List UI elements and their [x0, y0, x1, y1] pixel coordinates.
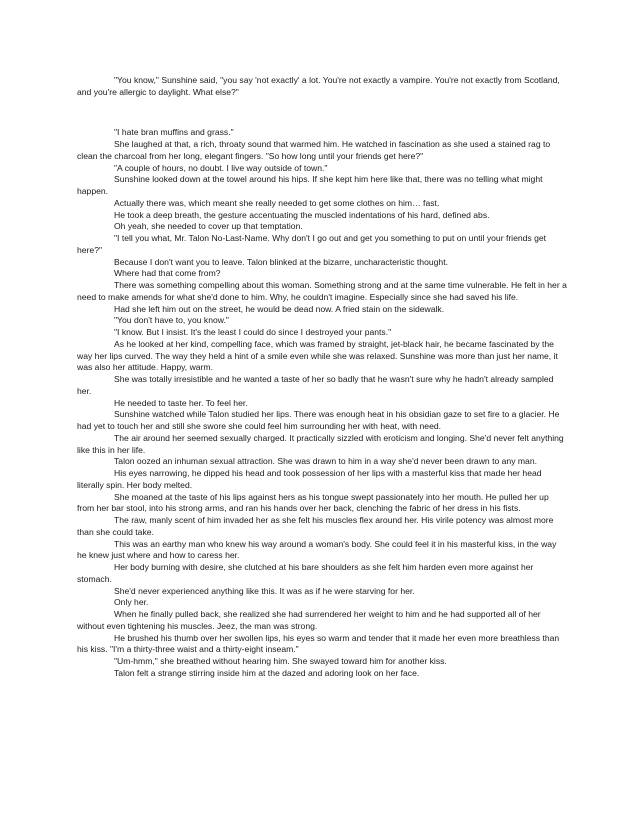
paragraph: He took a deep breath, the gesture accentuating the muscled indentations of his hard, defined abs. [114, 209, 490, 220]
paragraph: She moaned at the taste of his lips against hers as his tongue swept passionately into her mouth. He pulled her up from her bar stool, into his strong arms, and ran his hands over her back, clenching the fabric of her dress in his fists. [77, 491, 549, 514]
paragraph: Talon oozed an inhuman sexual attraction. She was drawn to him in a way she'd never been drawn to any man. [114, 456, 537, 467]
paragraph: "I know. But I insist. It's the least I could do since I destroyed your pants." [114, 327, 392, 338]
paragraph: Where had that come from? [114, 268, 221, 279]
paragraph: "You know," Sunshine said, "you say 'not exactly' a lot. You're not exactly a vampire. You're not exactly from Scotland, and you're allergic to daylight. What else?" [77, 75, 560, 97]
paragraph: She'd never experienced anything like this. It was as if he were starving for her. [114, 585, 415, 596]
paragraph: Actually there was, which meant she really needed to get some clothes on him… fast. [114, 197, 440, 208]
paragraph: He brushed his thumb over her swollen lips, his eyes so warm and tender that it made her even more breathless than his kiss. "I'm a thirty-three waist and a thirty-eight inseam." [77, 632, 560, 655]
paragraph: Had she left him out on the street, he would be dead now. A fried stain on the sidewalk. [114, 303, 445, 314]
paragraph: Oh yeah, she needed to cover up that temptation. [114, 221, 303, 232]
paragraph: "Um-hmm," she breathed without hearing him. She swayed toward him for another kiss. [114, 656, 447, 667]
paragraph: There was something compelling about this woman. Something strong and at the same time vulnerable. He felt in her a need to make amends for what she'd done to him. Why, he couldn't imagine. Especially since she had saved his life. [77, 280, 567, 302]
paragraph: Talon felt a strange stirring inside him at the dazed and adoring look on her face. [114, 667, 420, 678]
paragraph: She was totally irresistible and he wanted a taste of her so badly that he wasn't sure why he hadn't already sampled her. [77, 374, 554, 396]
paragraph: "I hate bran muffins and grass." [114, 127, 234, 138]
paragraph: The air around her seemed sexually charged. It practically sizzled with eroticism and longing. She'd never felt anything like this in her life. [77, 432, 564, 455]
paragraph: Her body burning with desire, she clutched at his bare shoulders as she felt him harden even more against her stomach. [77, 562, 534, 584]
paragraph: "I tell you what, Mr. Talon No-Last-Name. Why don't I go out and get you something to put on until your friends get here?" [77, 233, 547, 255]
paragraph: As he looked at her kind, compelling face, which was framed by straight, jet-black hair, he became fascinated by the way her lips curved. The way they held a hint of a smile even while she was relaxed. Sunshine was more than just her name, it was also her attitude. Happy, warm. [77, 338, 558, 373]
paragraph: Only her. [114, 597, 149, 608]
paragraph: She laughed at that, a rich, throaty sound that warmed him. He watched in fascination as she used a stained rag to clean the charcoal from her long, elegant fingers. "So how long until your friends get here?" [77, 139, 551, 161]
paragraph: "A couple of hours, no doubt. I live way outside of town." [114, 162, 328, 173]
paragraph: When he finally pulled back, she realized she had surrendered her weight to him and he had supported all of her without even tightening his muscles. Jeez, the man was strong. [77, 609, 541, 631]
paragraph: His eyes narrowing, he dipped his head and took possession of her lips with a masterful kiss that made her head literally spin. Her body melted. [77, 468, 542, 490]
paragraph: The raw, manly scent of him invaded her as she felt his muscles flex around her. His virile potency was almost more than she could take. [77, 515, 554, 537]
paragraph: "You don't have to, you know." [114, 315, 229, 326]
paragraph-gap [77, 107, 567, 119]
paragraph: Sunshine looked down at the towel around his hips. If she kept him here like that, there was no telling what might happen. [77, 174, 543, 197]
paragraph: He needed to taste her. To feel her. [114, 397, 248, 408]
paragraph: Because I don't want you to leave. Talon blinked at the bizarre, uncharacteristic thought. [114, 256, 448, 267]
paragraph: Sunshine watched while Talon studied her lips. There was enough heat in his obsidian gaze to set fire to a glacier. He had yet to touch her and still she swore she could feel him surrounding her with heat, with need. [77, 409, 560, 432]
paragraph: This was an earthy man who knew his way around a woman's body. She could feel it in his masterful kiss, in the way he knew just where and how to caress her. [77, 538, 557, 561]
document-page [77, 75, 567, 680]
